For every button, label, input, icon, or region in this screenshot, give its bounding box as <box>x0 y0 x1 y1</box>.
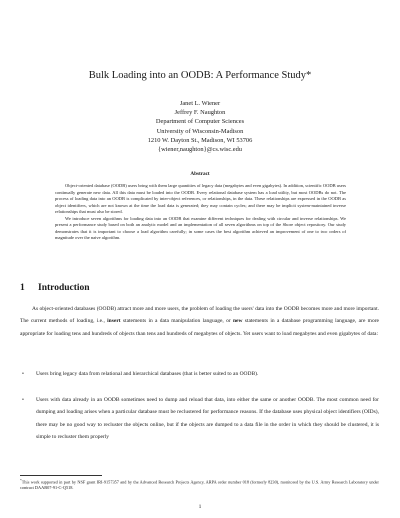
keyword-insert: insert <box>107 318 121 325</box>
affiliation-university: University of Wisconsin-Madison <box>156 127 244 135</box>
bullet-icon: • <box>22 397 24 403</box>
author-block <box>0 99 400 154</box>
abstract-paragraph: We introduce seven algorithms for loading data into an OODB that examine different techniques for dealing with circular and inverse relationships. We present a performance study based on both an analytic model and an implementation of all seven algorithms on top of the Shore object repository. Our study demonstrates that it is important to choose a load algorithm carefully; in some cases the best algorithm achieved an improvement of one to two orders of magnitude over the naive algorithm. <box>55 215 346 240</box>
abstract-body <box>55 183 346 242</box>
footnote-text: This work supported in part by NSF grant IRI-9157357 and by the Advanced Research Projects Agency, ARPA order number 018 (formerly 8230), monitored by the U.S. Army Research Laboratory under contract DAAB07-91-C-Q518. <box>20 479 379 491</box>
bullet-text: Users with data already in an OODB sometimes need to dump and reload that data, into either the same or another OODB. The most common need for dumping and loading arises when a particular database must be reclustered for performance reasons. If the database uses physical object identifiers (OIDs), there may be no good way to recluster the objects online, but if the objects are dumped to a data file in the order in which they should be clustered, it is simple to recluster them properly <box>36 397 379 440</box>
intro-text: statements in a data manipulation language, or <box>120 318 233 325</box>
bullet-text: Users bring legacy data from relational and hierarchical databases (that is better suited to an OODB). <box>36 371 259 377</box>
section-title: Introduction <box>38 283 90 293</box>
abstract-heading: Abstract <box>190 171 210 177</box>
intro-text: As object-oriented databases (OODB) attract more and more users, the problem of loading the users' data into the OODB becomes more and more important. The current methods of loading, i.e., <box>20 306 379 325</box>
affiliation-address: 1210 W. Dayton St., Madison, WI 53706 <box>147 136 253 144</box>
footnote <box>20 477 379 491</box>
intro-text: statements in a database programming language, are more appropriate for loading tens and hundreds of objects than tens and hundreds of megabytes of objects. Yet users want to load megabytes and even gigabytes of data: <box>20 318 379 337</box>
bullet-icon: • <box>22 371 24 377</box>
bullet-item <box>22 394 379 443</box>
author-name: Janet L. Wiener <box>179 100 221 107</box>
intro-paragraph <box>20 303 379 340</box>
bullet-item <box>22 368 379 380</box>
footnote-rule <box>20 475 102 476</box>
footnote-mark: * <box>20 478 22 482</box>
page-number: 1 <box>198 504 202 510</box>
section-heading <box>20 282 90 294</box>
paper-title: Bulk Loading into an OODB: A Performance Study* <box>88 70 312 81</box>
section-number: 1 <box>20 283 25 293</box>
abstract-paragraph: Object-oriented database (OODB) users bring with them large quantities of legacy data (megabytes and even gigabytes). In addition, scientific OODB users continually generate new data. All this data must be loaded into the OODB. Every relational database system has a load utility, but most OODBs do not. The process of loading data into an OODB is complicated by inter-object references, or relationships, in the data. These relationships are expressed in the OODB as object identifiers, which are not known at the time the load data is generated; they may contain cycles; and there may be implicit system-maintained inverse relationships that must also be stored. <box>55 183 346 214</box>
affiliation-department: Department of Computer Sciences <box>155 118 245 126</box>
keyword-new: new <box>233 318 243 325</box>
author-name: Jeffrey F. Naughton <box>174 109 226 117</box>
author-email: {wiener,naughton}@cs.wisc.edu <box>158 146 242 154</box>
